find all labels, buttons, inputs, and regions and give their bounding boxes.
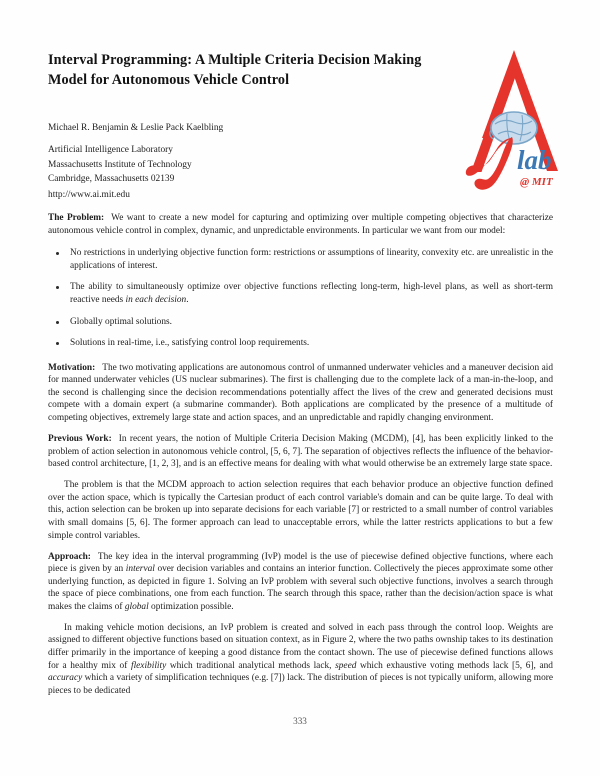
final-italic-accuracy: accuracy: [48, 673, 83, 684]
problem-detail-text: The problem is that the MCDM approach to action selection requires that each behavior produce an objective function defined over the action space, which is typically the Cartesian product of each control variable's domain and can be quite large. To deal with this, action selection can be broken up into separate decisions for each variable [7] or restricted to a small number of control variables with small domains [5, 6]. The former approach can lead to unacceptable errors, while the latter restricts applications to but a few simple control variables.: [48, 480, 553, 541]
heading-previous-work: Previous Work:: [48, 434, 112, 445]
final-italic-speed: speed: [335, 660, 357, 671]
affiliation-address: Cambridge, Massachusetts 02139: [48, 174, 175, 185]
the-problem-text: We want to create a new model for capturing and optimizing over multiple competing objectives that characterize autonomous vehicle control in complex, dynamic, and unpredictable environments. In particular we want from our model:: [48, 213, 553, 236]
list-item: [48, 247, 553, 272]
bullet-text-before: Globally optimal solutions.: [70, 316, 173, 327]
affiliation-institution: Massachusetts Institute of Technology: [48, 159, 192, 170]
approach-part2: over decision variables and contains an interior function. Collectively the pieces approximate some other underlying function, as depicted in figure 1. Solving an IvP problem with several such objective functions, involves a search through the space of piece combinations, one from each function. The search through this space, rather than the decision/action space is what makes the claims of: [48, 564, 553, 612]
mit-ai-lab-logo: [462, 42, 566, 197]
bullet-text-italic: in each decision: [125, 294, 187, 305]
list-item: [48, 316, 553, 329]
final-italic-flexibility: flexibility: [130, 660, 167, 671]
logo-mit-text: @ MIT: [520, 176, 553, 188]
approach-italic-interval: interval: [125, 564, 155, 575]
final-part3: which exhaustive voting methods lack [5, 6], and: [356, 660, 553, 671]
requirements-list: [48, 247, 553, 350]
paragraph-problem-detail: [48, 479, 553, 542]
page-number: 333: [293, 716, 307, 726]
brain-icon: [490, 112, 537, 144]
list-item: [48, 337, 553, 350]
affiliation-block: [48, 143, 192, 187]
list-item: [48, 281, 553, 306]
paragraph-motivation: [48, 362, 553, 425]
body-column: [48, 212, 553, 706]
final-part4: which a variety of simplification techniques (e.g. [7]) lack. The distribution of pieces is not typically uniform, allowing more pieces to be dedicated: [48, 673, 553, 696]
author-list: Michael R. Benjamin & Leslie Pack Kaelbling: [48, 123, 224, 133]
approach-part1: The key idea in the interval programming (IvP) model is the use of piecewise defined objective functions, where each piece is given by an: [48, 551, 553, 575]
final-part2: which traditional analytical methods lack,: [166, 660, 336, 671]
paragraph-approach: [48, 551, 553, 614]
motivation-text: The two motivating applications are autonomous control of unmanned underwater vehicles and a maneuver decision aid for manned underwater vehicles (US nuclear submarines). The first is challenging due to the complete lack of a man-in-the-loop, and the second is challenging since the decision recommendations potentially affect the lives of the crew and generated decisions must compete with a domain expert (a submarine commander). Both applications are complicated by the presence of a multitude of competing objectives, extremely large state and action spaces, and an unpredictable and rapidly changing environment.: [48, 362, 553, 424]
logo-lab-text: lab: [517, 145, 552, 175]
heading-the-problem: The Problem:: [48, 213, 105, 223]
bullet-text-after: .: [186, 294, 189, 305]
heading-motivation: Motivation:: [48, 362, 96, 373]
approach-italic-global: global: [124, 601, 149, 612]
heading-approach: Approach:: [48, 551, 91, 562]
previous-work-text: In recent years, the notion of Multiple Criteria Decision Making (MCDM), [4], has been explicitly linked to the problem of action selection in autonomous vehicle control, [5, 6, 7]. The separation of objectives reflects the influence of the behavior-based control architecture, [1, 2, 3], and is an effective means for dealing with what would otherwise be an extremely large state space.: [48, 434, 553, 470]
paragraph-final: [48, 622, 553, 697]
approach-part3: optimization possible.: [148, 601, 234, 612]
paper-title: Interval Programming: A Multiple Criteria Decision Making Model for Autonomous Vehicle Control: [48, 52, 422, 89]
final-part1: In making vehicle motion decisions, an IvP problem is created and solved in each pass through the control loop. Weights are assigned to different objective functions based on situation context, as in Figure 2, where the two paths ownship takes to its destination differ primarily in the importance of keeping a good distance from the contact shown. The use of piecewise defined functions allows for a healthy mix of: [48, 622, 553, 671]
lab-url: http://www.ai.mit.edu: [48, 190, 130, 200]
paragraph-the-problem: [48, 212, 553, 237]
affiliation-lab: Artificial Intelligence Laboratory: [48, 145, 173, 155]
bullet-text-before: The ability to simultaneously optimize over objective functions reflecting long-term, high-level plans, as well as short-term reactive needs: [70, 282, 553, 305]
bullet-text-before: Solutions in real-time, i.e., satisfying control loop requirements.: [70, 338, 310, 349]
paragraph-previous-work: [48, 433, 553, 471]
bullet-text-before: No restrictions in underlying objective function form: restrictions or assumptions of linearity, convexity etc. are unrealistic in the applications of interest.: [70, 248, 553, 271]
